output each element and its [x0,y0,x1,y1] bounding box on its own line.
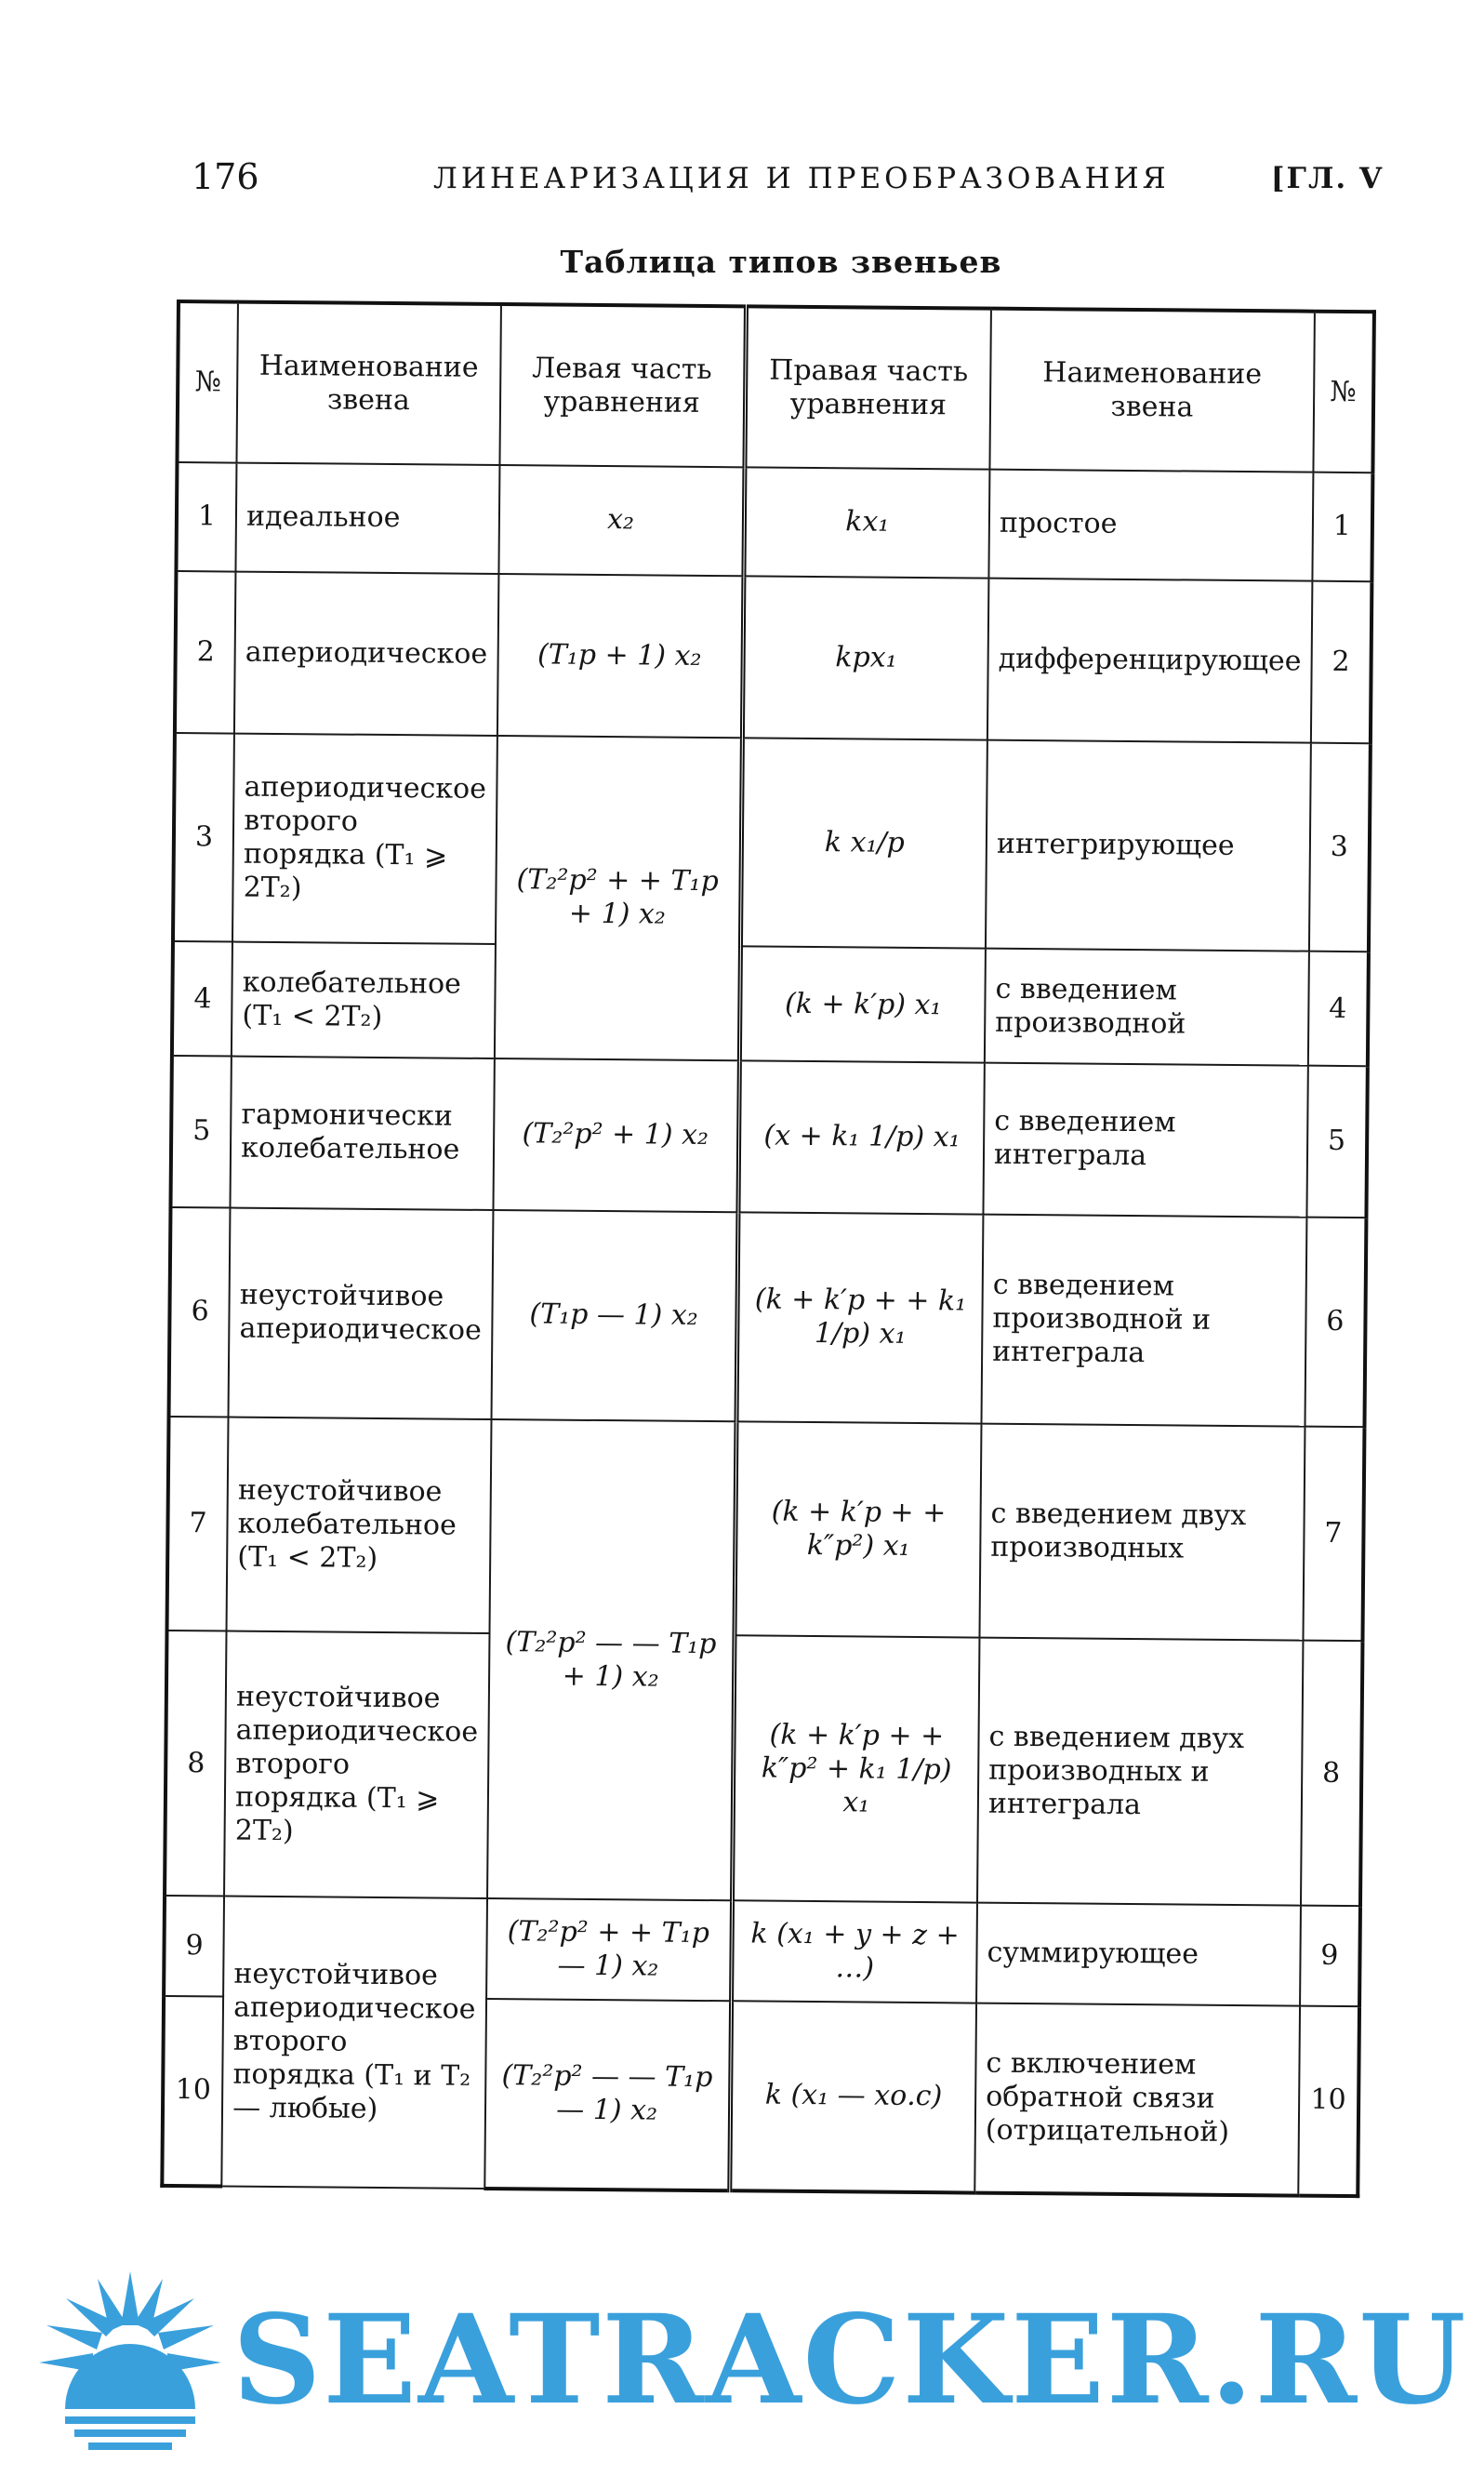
link-name: неустойчивое апериодическое второго порядка (T₁ ⩾ 2T₂) [224,1630,489,1898]
header-num-left: № [177,301,238,462]
row-num-right: 10 [1298,2005,1359,2196]
rhs-formula: (k + k′p + + k″p² + k₁ 1/p) x₁ [732,1635,979,1903]
link-name: неустойчивое колебательное (T₁ < 2T₂) [227,1417,491,1632]
row-num: 6 [169,1207,231,1417]
rhs-formula: (x + k₁ 1/p) x₁ [738,1060,985,1215]
lhs-formula: (T₁p + 1) x₂ [497,574,743,738]
link-name: идеальное [236,462,499,574]
table-row [167,1417,1365,1641]
table-row [176,462,1372,582]
table-header-row [177,301,1373,473]
rhs-formula: k (x₁ — xо.с) [730,2001,977,2193]
row-num: 3 [173,733,234,942]
rhs-formula: kpx₁ [742,576,988,739]
rhs-formula: (k + k′p) x₁ [739,947,986,1063]
table-row [165,1630,1362,1907]
row-num-right: 7 [1303,1426,1364,1640]
row-num: 9 [164,1896,224,1996]
header-rhs: Правая часть уравнения [745,306,991,469]
row-num-right: 9 [1300,1906,1360,2006]
link-name-right: с введением двух производных [979,1423,1305,1640]
sun-icon [37,2269,223,2456]
link-name: неустойчивое апериодическое [229,1208,493,1419]
table-row [170,1056,1367,1218]
link-name: неустойчивое апериодическое второго порядка (T₁ и T₂ — любые) [221,1897,486,2189]
table-caption: Таблица типов звеньев [560,244,1002,280]
link-name-right: с включением обратной связи (отрицательной) [974,2003,1300,2195]
link-name-right: интегрирующее [986,739,1311,952]
rhs-formula: k (x₁ + y + z + …) [731,1901,977,2003]
table-row [175,571,1371,743]
link-name-right: простое [988,469,1313,580]
link-name: колебательное (T₁ < 2T₂) [232,942,495,1058]
link-name: апериодическое второго порядка (T₁ ⩾ 2T₂) [232,733,497,944]
lhs-formula: (T₂²p² + 1) x₂ [493,1058,739,1213]
row-num-right: 5 [1306,1065,1368,1218]
row-num-right: 2 [1311,581,1372,743]
table-row [173,733,1371,952]
row-num-right: 6 [1305,1218,1366,1427]
running-header [192,156,1384,203]
header-num-right: № [1313,312,1374,473]
link-types-table [160,299,1376,2198]
page-number: 176 [192,156,259,197]
row-num-right: 4 [1308,952,1369,1066]
link-name-right: с введением двух производных и интеграла [977,1637,1303,1906]
table-row [172,941,1369,1066]
link-name-right: с введением производной и интеграла [981,1215,1306,1427]
row-num-right: 1 [1312,472,1372,581]
lhs-formula: (T₁p — 1) x₂ [491,1210,738,1421]
row-num: 10 [162,1996,223,2187]
rhs-formula: (k + k′p + + k″p²) x₁ [735,1421,982,1637]
row-num-right: 8 [1301,1640,1363,1906]
lhs-formula: (T₂²p² — — T₁p — 1) x₂ [484,1999,732,2191]
link-name-right: суммирующее [976,1903,1301,2005]
link-name-right: с введением интеграла [983,1062,1307,1217]
lhs-formula: (T₂²p² — — T₁p + 1) x₂ [487,1419,736,1901]
running-title: ЛИНЕАРИЗАЦИЯ И ПРЕОБРАЗОВАНИЯ [433,162,1170,195]
lhs-formula: (T₂²p² + + T₁p + 1) x₂ [494,736,742,1060]
header-lhs: Левая часть уравнения [499,304,746,467]
header-name-left: Наименование звена [237,302,501,465]
table-row [169,1207,1367,1427]
chapter-label: [ГЛ. V [1270,162,1384,195]
rhs-formula: (k + k′p + + k₁ 1/p) x₁ [736,1212,984,1423]
row-num: 7 [167,1417,229,1630]
rhs-formula: kx₁ [744,467,990,579]
row-num: 5 [170,1056,232,1208]
rhs-formula: k x₁/p [740,738,987,949]
row-num: 8 [165,1630,227,1897]
watermark-text: SEATRACKER.RU [232,2288,1468,2432]
row-num: 1 [176,462,236,572]
table-row [164,1896,1360,2005]
link-name: гармонически колебательное [231,1056,495,1210]
lhs-formula: x₂ [498,465,745,577]
row-num-right: 3 [1309,742,1371,952]
watermark [37,2269,1468,2456]
link-name-right: с введением производной [985,949,1309,1066]
link-name: апериодическое [234,572,498,736]
header-name-right: Наименование звена [989,309,1314,473]
link-name-right: дифференцирующее [987,579,1312,743]
row-num: 2 [175,571,236,733]
lhs-formula: (T₂²p² + + T₁p — 1) x₂ [486,1898,733,2001]
row-num: 4 [172,941,232,1056]
